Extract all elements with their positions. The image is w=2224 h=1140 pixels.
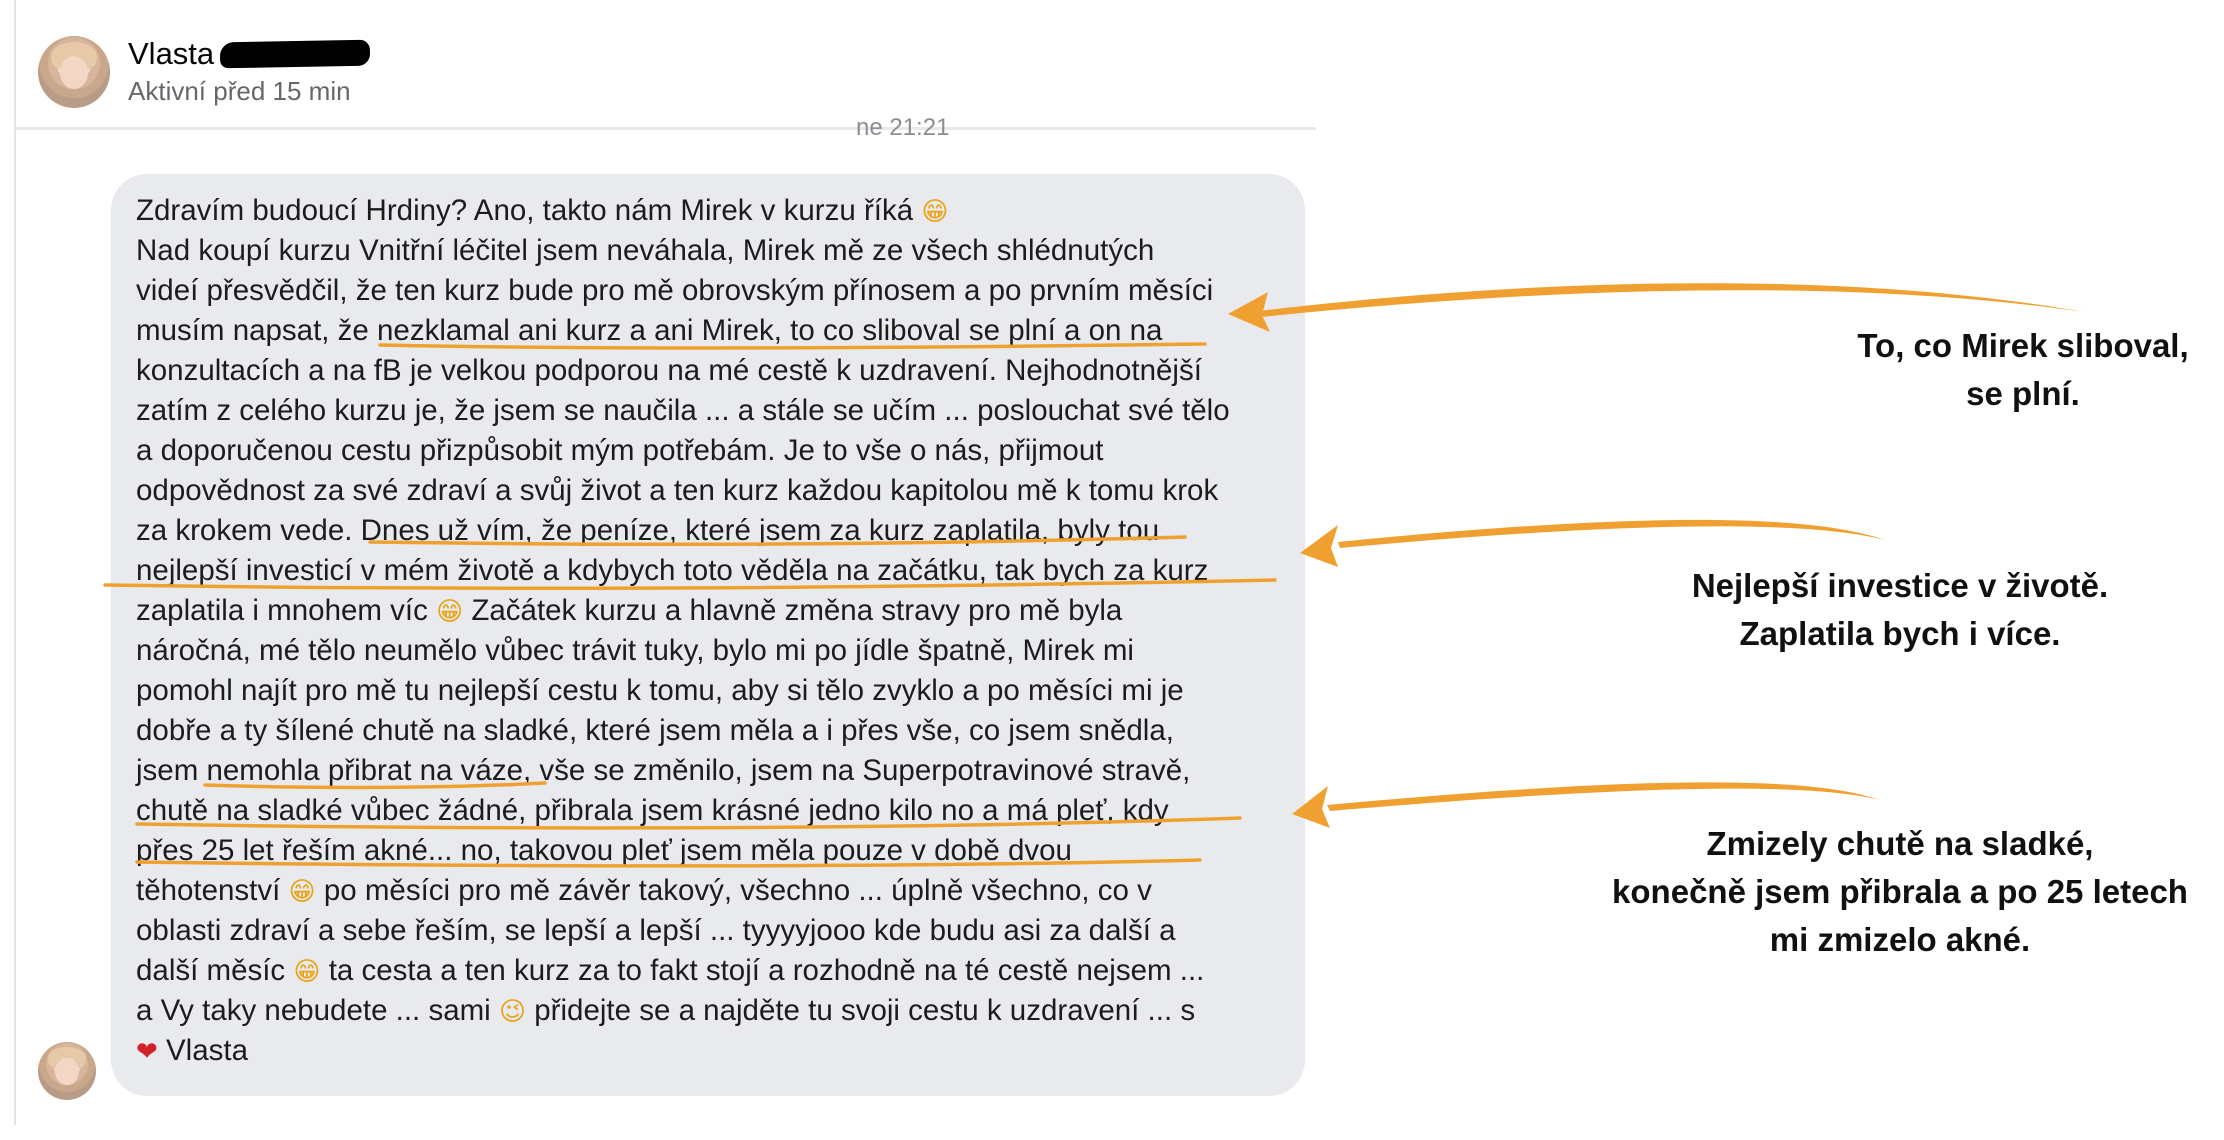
callout-cravings: Zmizely chutě na sladké, konečně jsem přibrala a po 25 letech mi zmizelo akné.: [1612, 825, 2188, 958]
contact-status: Aktivní před 15 min: [128, 76, 351, 106]
message-line: konzultacích a na fB je velkou podporou na mé cestě k uzdravení. Nejhodnotnější: [136, 354, 1202, 387]
message-line: musím napsat, že nezklamal ani kurz a ani Mirek, to co sliboval se plní a on na: [136, 314, 1163, 347]
message-line: za krokem vede. Dnes už vím, že peníze, které jsem za kurz zaplatila, byly tou: [136, 514, 1160, 547]
contact-name[interactable]: Vlasta: [128, 36, 215, 71]
arrow-shaft-investment: [1338, 520, 1885, 548]
grin-emoji-icon: 😁: [921, 197, 949, 227]
message-line: Nad koupí kurzu Vnitřní léčitel jsem neváhala, Mirek mě ze všech shlédnutých: [136, 234, 1155, 267]
message-line: a Vy taky nebudete ... sami 😉 přidejte se a najděte tu svoji cestu k uzdravení ... s: [136, 994, 1196, 1027]
message-line: oblasti zdraví a sebe řeším, se lepší a lepší ... tyyyyjooo kde budu asi za další a: [136, 914, 1176, 947]
sender-avatar[interactable]: [38, 1042, 96, 1100]
heart-emoji-icon: ❤: [136, 1037, 158, 1067]
message-line: dobře a ty šílené chutě na sladké, které jsem měla a i přes vše, co jsem snědla,: [136, 714, 1174, 747]
callout-promise: To, co Mirek sliboval, se plní.: [1857, 327, 2189, 412]
contact-avatar[interactable]: [38, 36, 110, 108]
grin-emoji-icon: 😁: [288, 877, 316, 907]
callout-investment: Nejlepší investice v životě. Zaplatila bych i více.: [1691, 567, 2109, 652]
message-line: další měsíc 😁 ta cesta a ten kurz za to fakt stojí a rozhodně na té cestě nejsem ...: [136, 954, 1205, 987]
redacted-surname: [220, 40, 370, 69]
message-line: a doporučenou cestu přizpůsobit mým potřebám. Je to vše o nás, přijmout: [136, 434, 1104, 467]
message-line: ❤ Vlasta: [136, 1034, 248, 1067]
grin-emoji-icon: 😁: [436, 597, 464, 627]
message-line: jsem nemohla přibrat na váze, vše se změnilo, jsem na Superpotravinové stravě,: [136, 754, 1191, 787]
message-line: zatím z celého kurzu je, že jsem se naučila ... a stále se učím ... poslouchat své tělo: [136, 394, 1230, 427]
message-line: pomohl najít pro mě tu nejlepší cestu k tomu, aby si tělo zvyklo a po měsíci mi je: [136, 674, 1184, 707]
arrow-shaft-promise: [1250, 283, 2085, 318]
message-line: Zdravím budoucí Hrdiny? Ano, takto nám Mirek v kurzu říká 😁: [136, 194, 949, 227]
panel-divider: [14, 0, 16, 1125]
grin-emoji-icon: 😁: [293, 957, 321, 987]
message-line: chutě na sladké vůbec žádné, přibrala jsem krásné jedno kilo no a má pleť, kdy: [136, 794, 1169, 827]
wink-emoji-icon: 😉: [498, 997, 527, 1027]
message-line: zaplatila i mnohem víc 😁 Začátek kurzu a hlavně změna stravy pro mě byla: [136, 594, 1123, 627]
message-line: těhotenství 😁 po měsíci pro mě závěr takový, všechno ... úplně všechno, co v: [136, 874, 1152, 907]
message-line: nejlepší investicí v mém životě a kdybych toto věděla na začátku, tak bych za kurz: [136, 554, 1209, 587]
message-line: přes 25 let řeším akné... no, takovou pleť jsem měla pouze v době dvou: [136, 834, 1072, 867]
message-timestamp: ne 21:21: [856, 114, 950, 141]
message-line: odpovědnost za své zdraví a svůj život a ten kurz každou kapitolou mě k tomu krok: [136, 474, 1219, 507]
message-line: náročná, mé tělo neumělo vůbec trávit tuky, bylo mi po jídle špatně, Mirek mi: [136, 634, 1134, 667]
header-divider: [14, 127, 1316, 130]
message-line: videí přesvědčil, že ten kurz bude pro mě obrovským přínosem a po prvním měsíci: [136, 274, 1214, 307]
arrow-shaft-cravings: [1327, 782, 1880, 811]
